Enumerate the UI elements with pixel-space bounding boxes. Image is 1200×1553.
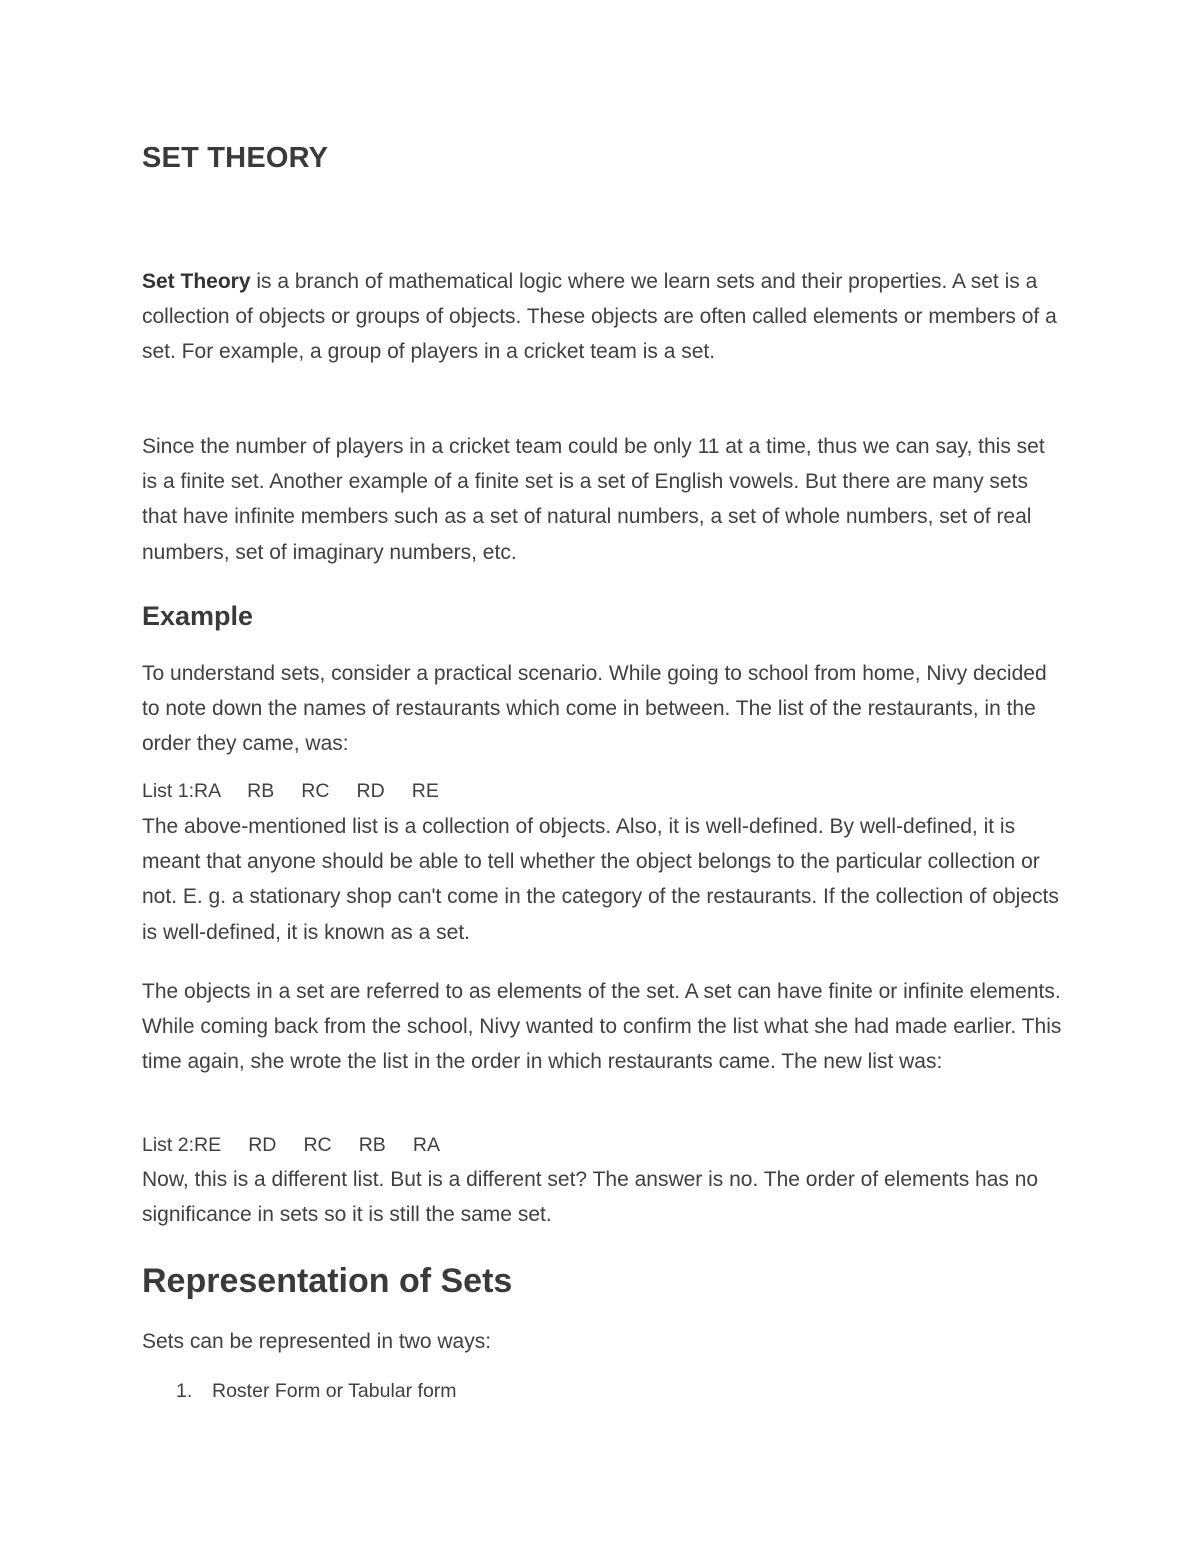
representation-list (176, 1380, 457, 1403)
representation-heading: Representation of Sets (142, 1262, 513, 1300)
list-item-number: 1. (176, 1380, 193, 1402)
document-title: SET THEORY (142, 142, 329, 174)
intro-bold-term: Set Theory (142, 270, 251, 293)
example-paragraph-2: The above-mentioned list is a collection of objects. Also, it is well-defined. By well-defined, it is meant that anyone should be able to tell whether the object belongs to the particular collection or not. E. g. a stationary shop can't come in the category of the restaurants. If the collection of objects is well-defined, it is known as a set. (142, 815, 1059, 944)
intro-paragraph-2: Since the number of players in a cricket team could be only 11 at a time, thus we can say, this set is a finite set. Another example of a finite set is a set of English vowels. But there are many sets that have infinite members such as a set of natural numbers, a set of whole numbers, set of real numbers, set of imaginary numbers, etc. (142, 435, 1045, 564)
list-2-line: List 2:RE RD RC RB RA (142, 1134, 440, 1156)
representation-paragraph: Sets can be represented in two ways: (142, 1330, 492, 1353)
example-paragraph-1: To understand sets, consider a practical scenario. While going to school from home, Nivy decided to note down the names of restaurants which come in between. The list of the restaurants, in the order they came, was: (142, 662, 1047, 756)
list-item-text: Roster Form or Tabular form (212, 1380, 457, 1402)
example-heading: Example (142, 601, 254, 631)
intro-paragraph-1 (142, 264, 1062, 370)
example-paragraph-4: Now, this is a different list. But is a different set? The answer is no. The order of elements has no significance in sets so it is still the same set. (142, 1168, 1039, 1227)
example-paragraph-3: The objects in a set are referred to as elements of the set. A set can have finite or infinite elements. While coming back from the school, Nivy wanted to confirm the list what she had made earlier. This time again, she wrote the list in the order in which restaurants came. The new list was: (142, 980, 1062, 1074)
list-item (176, 1380, 457, 1403)
list-1-line: List 1:RA RB RC RD RE (142, 780, 439, 802)
intro-paragraph-1-text: is a branch of mathematical logic where we learn sets and their properties. A set is a collection of objects or groups of objects. These objects are often called elements or members of a set. For example, a group of players in a cricket team is a set. (142, 270, 1057, 364)
